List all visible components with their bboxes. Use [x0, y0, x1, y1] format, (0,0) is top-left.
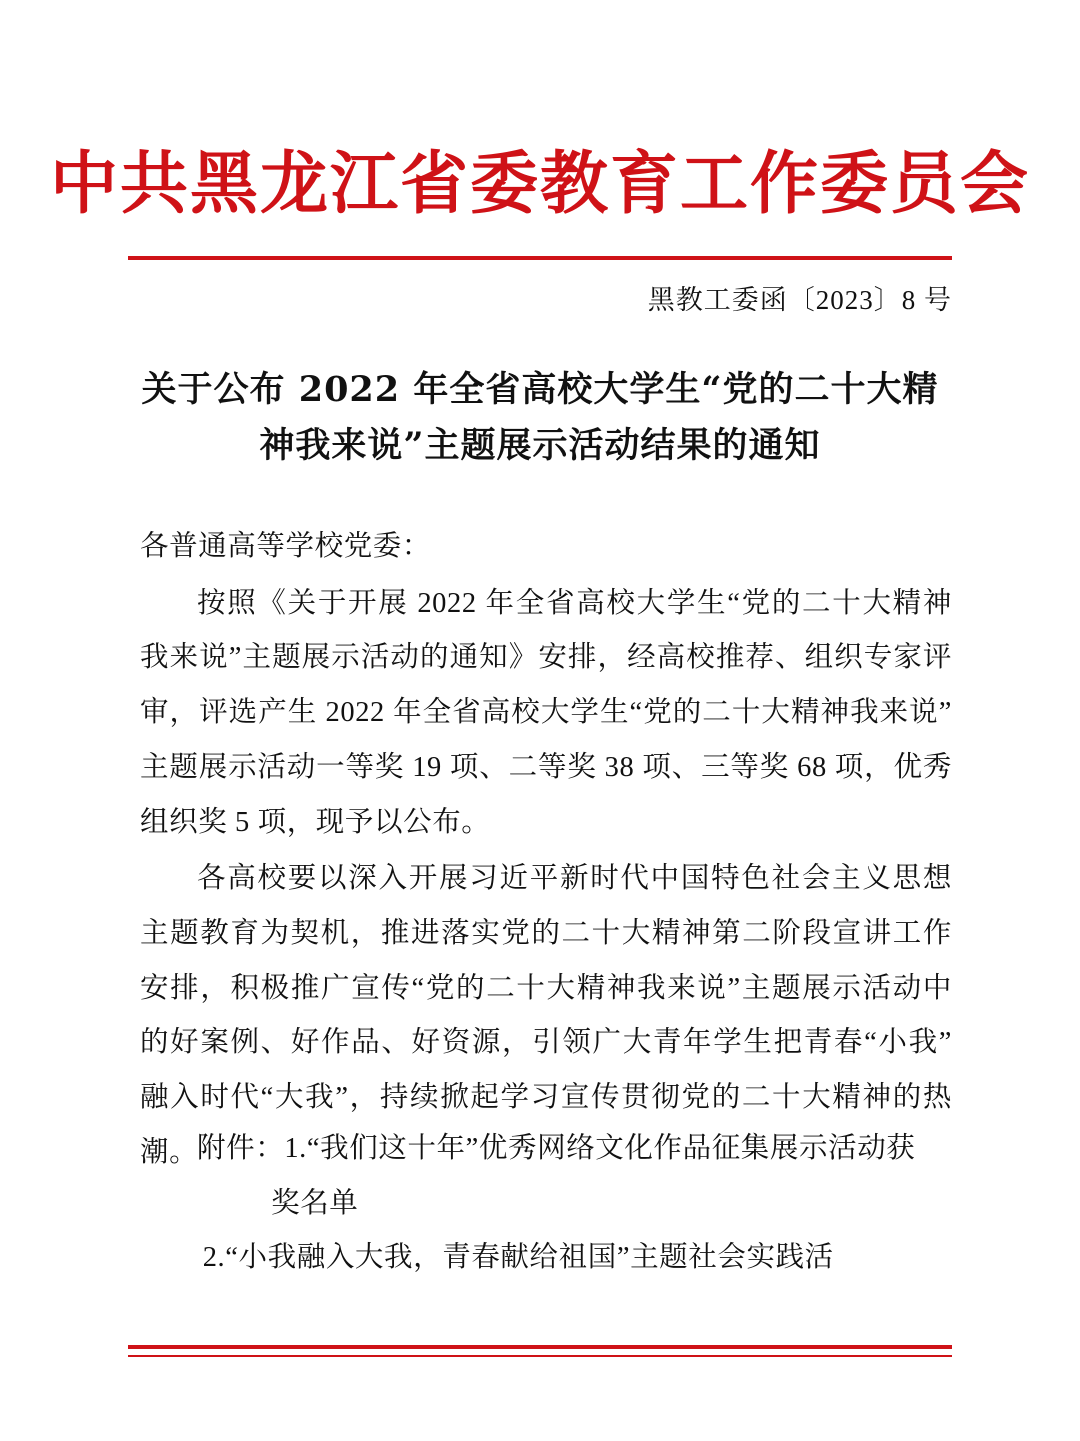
footer-red-rule-bottom	[128, 1355, 952, 1357]
masthead	[0, 144, 1080, 224]
document-number: 黑教工委函〔2023〕8 号	[647, 285, 952, 315]
attachment-2-number: 2.	[202, 1242, 226, 1274]
attachment-2-text: “小我融入大我，青春献给祖国”主题社会实践活	[225, 1242, 834, 1274]
attachment-item-1	[140, 1122, 952, 1177]
issuing-authority-title: 中共黑龙江省委教育工作委员会	[49, 144, 1030, 224]
document-body	[140, 520, 952, 1183]
attachment-label: 附件：	[197, 1133, 285, 1164]
page-title: 关于公布 2022 年全省高校大学生“党的二十大精神我来说”主题展示活动结果的通知	[141, 369, 939, 466]
attachment-1-number: 1.	[284, 1133, 307, 1164]
salutation: 各普通高等学校党委：	[140, 531, 432, 562]
attachment-list	[140, 1122, 952, 1286]
footer-red-rule-top	[128, 1345, 952, 1349]
body-paragraph-1: 按照《关于开展 2022 年全省高校大学生“党的二十大精神我来说”主题展示活动的通知》安排，经高校推荐、组织专家评审，评选产生 2022 年全省高校大学生“党的二十大精神我来说”主题展示活动一等奖 19 项、二等奖 38 项、三等奖 68 项，优秀组织奖 5 项，现予以公布。	[140, 587, 952, 838]
masthead-red-rule	[128, 256, 952, 260]
body-paragraph-2: 各高校要以深入开展习近平新时代中国特色社会主义思想主题教育为契机，推进落实党的二十大精神第二阶段宣讲工作安排，积极推广宣传“党的二十大精神我来说”主题展示活动中的好案例、好作品、好资源，引领广大青年学生把青春“小我”融入时代“大我”，持续掀起学习宣传贯彻党的二十大精神的热潮。	[140, 863, 952, 1168]
attachment-1-text: “我们这十年”优秀网络文化作品征集展示活动获	[306, 1133, 916, 1164]
attachment-item-2	[140, 1231, 952, 1286]
attachment-1-continuation: 奖名单	[271, 1187, 359, 1219]
